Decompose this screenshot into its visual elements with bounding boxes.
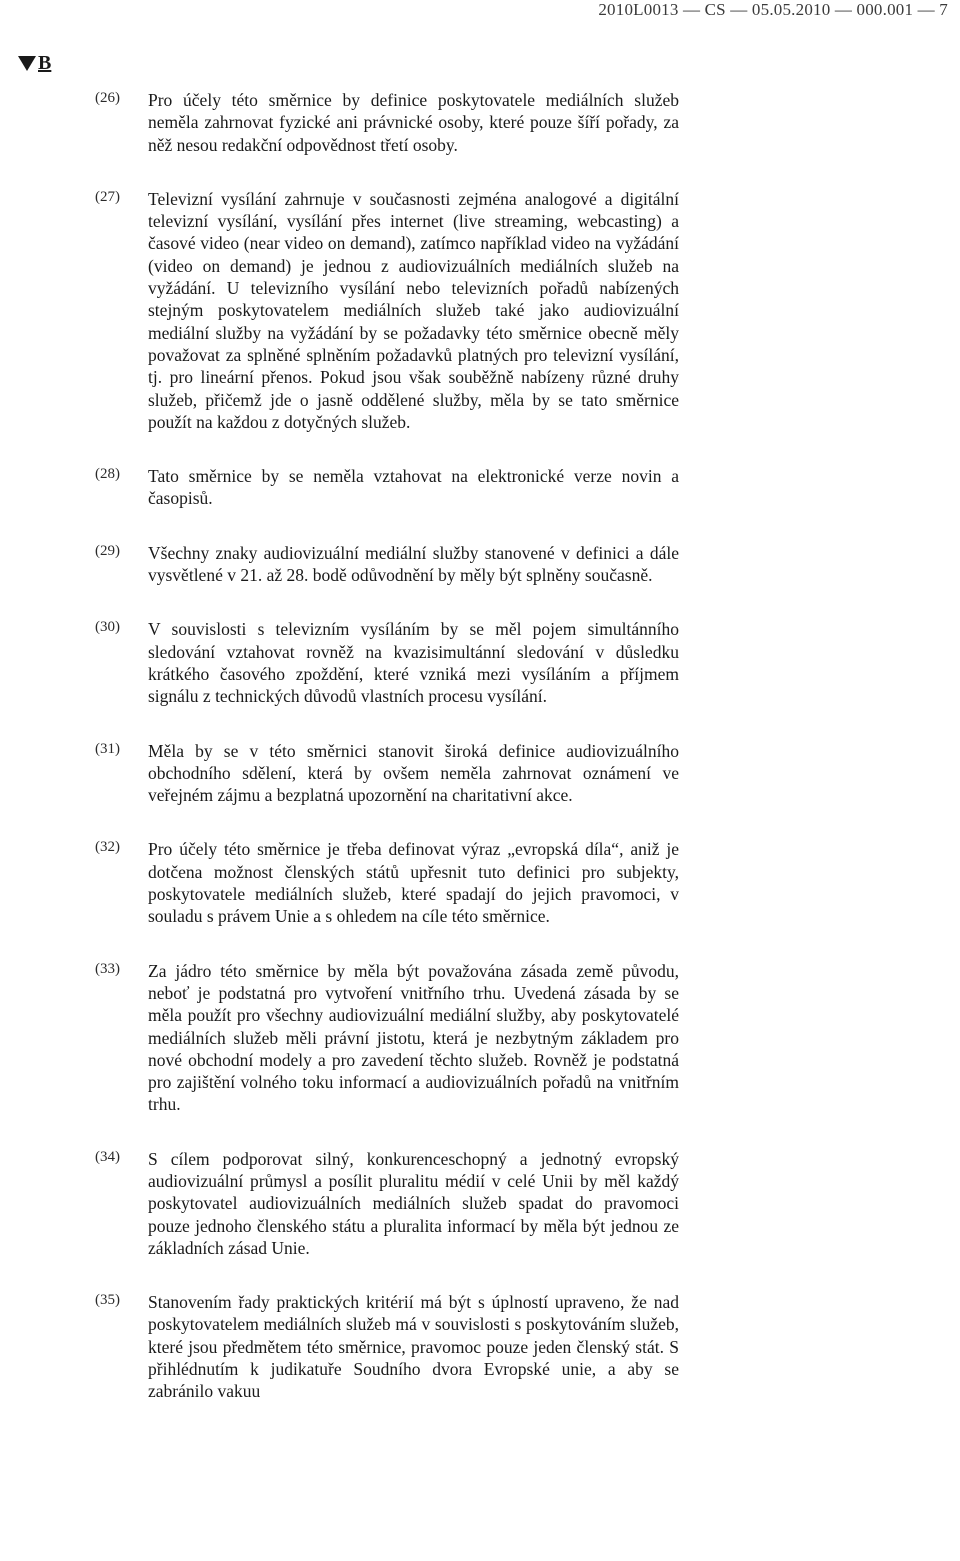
recital-35	[0, 1291, 960, 1402]
recital-32	[0, 838, 960, 927]
recital-26	[0, 89, 960, 156]
amendment-marker	[18, 52, 51, 75]
recitals-list	[0, 89, 960, 1435]
triangle-down-icon	[18, 56, 36, 71]
recital-text: Pro účely této směrnice je třeba definovat výraz „evropská díla“, aniž je dotčena možnost členských států upřesnit tuto definici pro subjekty, poskytovatele mediálních služeb, které spadají do jejich pravomoci, v souladu s právem Unie a s ohledem na cíle této směrnice.	[148, 839, 679, 927]
recital-text: S cílem podporovat silný, konkurenceschopný a jednotný evropský audiovizuální průmysl a posílit pluralitu médií v celé Unii by měl každý poskytovatel audiovizuálních mediálních služeb spadat do pravomoci pouze jednoho členského státu a pluralita informací by měla být jednou ze základních zásad Unie.	[148, 1148, 679, 1258]
recital-29	[0, 542, 960, 587]
recital-number: (33)	[95, 960, 120, 977]
recital-number: (26)	[95, 90, 120, 106]
recital-27	[0, 188, 960, 433]
recital-number: (29)	[95, 542, 120, 559]
recital-text: Tato směrnice by se neměla vztahovat na elektronické verze novin a časopisů.	[148, 466, 679, 509]
recital-34	[0, 1148, 960, 1259]
recital-number: (32)	[95, 839, 120, 856]
recital-number: (30)	[95, 619, 120, 636]
recital-number: (27)	[95, 188, 120, 205]
recital-28	[0, 465, 960, 510]
recital-text: Stanovením řady praktických kritérií má být s úplností upraveno, že nad poskytovatelem mediálních služeb má v souvislosti s poskytováním služeb, které jsou předmětem této směrnice, pravomoc pouze jeden členský stát. S přihlédnutím k judikatuře Soudního dvora Evropské unie, a aby se zabránilo vakuu	[148, 1292, 679, 1402]
document-reference-header: 2010L0013 — CS — 05.05.2010 — 000.001 — 7	[598, 0, 948, 19]
recital-number: (28)	[95, 466, 120, 483]
recital-text: Pro účely této směrnice by definice poskytovatele mediálních služeb neměla zahrnovat fyzické ani právnické osoby, které pouze šíří pořady, za něž nesou redakční odpovědnost třetí osoby.	[148, 90, 679, 155]
recital-number: (34)	[95, 1148, 120, 1165]
recital-33	[0, 960, 960, 1116]
recital-text: Měla by se v této směrnici stanovit široká definice audiovizuálního obchodního sdělení, která by ovšem neměla zahrnovat oznámení ve veřejném zájmu a bezplatná upozornění na charitativní akce.	[148, 740, 679, 806]
recital-text: V souvislosti s televizním vysíláním by se měl pojem simultánního sledování vztahovat rovněž na kvazisimultánní sledování v důsledku krátkého časového zpoždění, které vzniká mezi vysíláním a příjmem signálu z technických důvodů vlastních procesu vysílání.	[148, 619, 679, 707]
recital-31	[0, 740, 960, 807]
recital-30	[0, 618, 960, 707]
recital-number: (35)	[95, 1292, 120, 1309]
amendment-marker-label: B	[38, 52, 52, 74]
recital-number: (31)	[95, 740, 120, 757]
recital-text: Za jádro této směrnice by měla být považována zásada země původu, neboť je podstatná pro vytvoření vnitřního trhu. Uvedená zásada by se měla použít pro všechny audiovizuální mediální služby, aby poskytovatelé mediálních služeb měli právní jistotu, která je nezbytným základem pro nové obchodní modely a pro zavedení těchto služeb. Rovněž je podstatná pro zajištění volného toku informací a audiovizuálních pořadů na vnitřním trhu.	[148, 960, 679, 1115]
recital-text: Všechny znaky audiovizuální mediální služby stanovené v definici a dále vysvětlené v 21. až 28. bodě odůvodnění by měly být splněny současně.	[148, 542, 679, 586]
recital-text: Televizní vysílání zahrnuje v současnosti zejména analogové a digitální televizní vysílání, vysílání přes internet (live streaming, webcasting) a časové video (near video on demand), zatímco například video na vyžádání (video on demand) je jednou z audiovizuálních mediálních služeb na vyžádání. U televizního vysílání nebo televizních pořadů nabízených stejným poskytovatelem mediálních služeb také jako audiovizuální mediální služby na vyžádání by se požadavky této směrnice obecně měly považovat za splněné splněním požadavků platných pro televizní vysílání, tj. pro lineární přenos. Pokud jsou však souběžně nabízeny různé druhy služeb, přičemž jde o jasně oddělené služby, měla by se tato směrnice použít na každou z dotyčných služeb.	[148, 188, 679, 432]
